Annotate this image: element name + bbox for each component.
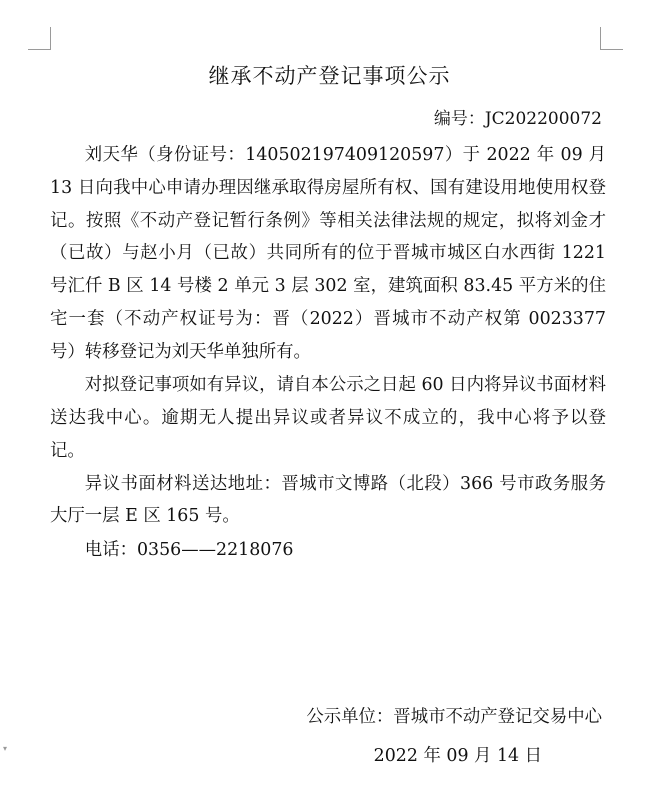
paragraph-objection-notice: 对拟登记事项如有异议，请自本公示之日起 60 日内将异议书面材料送达我中心。逾期无人提出异议或者异议不成立的，我中心将予以登记。	[50, 374, 606, 461]
paragraph-application: 刘天华（身份证号：140502197409120597）于 2022 年 09 月 13 日向我中心申请办理因继承取得房屋所有权、国有建设用地使用权登记。按照《不动产登记暂行条例》等相关法律法规的规定，拟将刘金才（已故）与赵小月（已故）共同所有的位于晋城市城区白水西街 1221 号汇仟 B 区 14 号楼 2 单元 3 层 302 室，建筑面积 83.45 平方米的住宅一套（不动产权证号为：晋（2022）晋城市不动产权第 0023377 号）转移登记为刘天华单独所有。	[50, 145, 606, 362]
document-title: 继承不动产登记事项公示	[208, 64, 451, 88]
margin-marker-icon: ▾	[3, 744, 8, 753]
crop-mark-top-right	[600, 27, 623, 50]
crop-mark-top-left	[28, 27, 51, 50]
paragraph-phone: 电话：0356——2218076	[84, 539, 294, 560]
document-number: 编号：JC202200072	[433, 109, 602, 129]
document-body	[50, 139, 606, 567]
issuing-unit: 公示单位：晋城市不动产登记交易中心	[306, 707, 602, 727]
issue-date: 2022 年 09 月 14 日	[373, 746, 542, 766]
paragraph-objection-address: 异议书面材料送达地址：晋城市文博路（北段）366 号市政务服务大厅一层 E 区 165 号。	[50, 473, 606, 527]
